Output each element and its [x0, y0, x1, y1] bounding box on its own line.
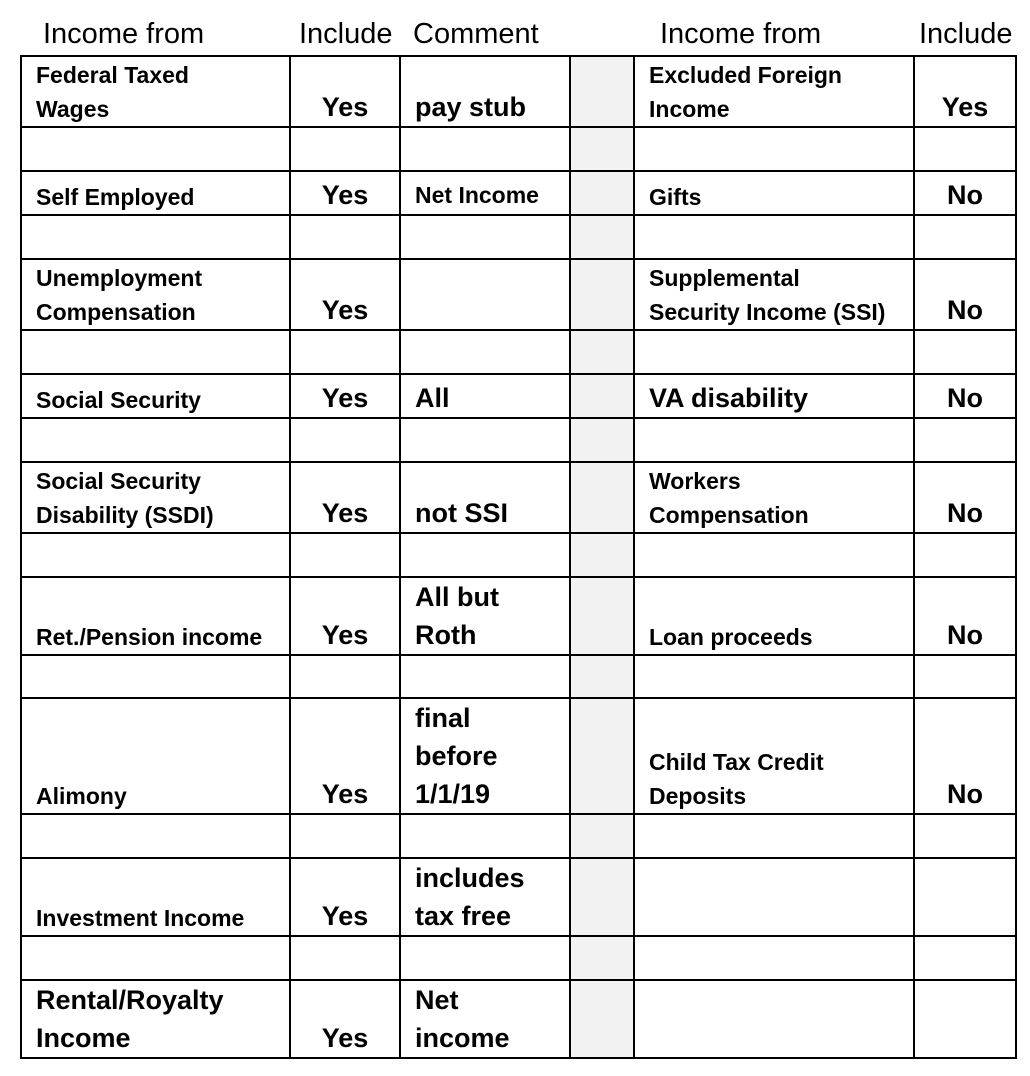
spacer-row [21, 814, 1016, 858]
right-include-value: Yes [914, 56, 1016, 127]
divider-column [570, 215, 634, 259]
empty-cell [914, 127, 1016, 171]
right-include-value [914, 858, 1016, 936]
right-include-value: No [914, 698, 1016, 814]
empty-cell [290, 533, 400, 577]
divider-column [570, 418, 634, 462]
cell-line: Self Employed [36, 184, 195, 210]
left-income-source [21, 698, 290, 814]
cell-line: Compensation [36, 299, 196, 325]
spacer-row [21, 936, 1016, 980]
divider-column [570, 698, 634, 814]
right-income-source [634, 462, 914, 533]
divider-column [570, 814, 634, 858]
spacer-row [21, 127, 1016, 171]
right-income-source [634, 980, 914, 1058]
empty-cell [634, 655, 914, 698]
divider-column [570, 577, 634, 655]
left-include-value: Yes [290, 171, 400, 215]
left-include-value: Yes [290, 980, 400, 1058]
right-include-value: No [914, 374, 1016, 418]
right-include-value: No [914, 577, 1016, 655]
empty-cell [21, 330, 290, 374]
right-income-source [634, 698, 914, 814]
divider-column [570, 655, 634, 698]
cell-line: Disability (SSDI) [36, 502, 214, 528]
cell-line: tax free [415, 901, 512, 931]
empty-cell [914, 655, 1016, 698]
empty-cell [914, 330, 1016, 374]
cell-line: All [415, 383, 450, 413]
divider-column [570, 259, 634, 330]
left-include-value: Yes [290, 462, 400, 533]
empty-cell [290, 330, 400, 374]
cell-line: Income [649, 96, 730, 122]
empty-cell [400, 215, 570, 259]
cell-line: Unemployment [36, 265, 203, 291]
empty-cell [634, 330, 914, 374]
empty-cell [21, 418, 290, 462]
divider-column [570, 462, 634, 533]
cell-line: Workers [649, 468, 741, 494]
divider-column [570, 858, 634, 936]
left-income-source [21, 171, 290, 215]
divider-column [570, 936, 634, 980]
right-income-source [634, 56, 914, 127]
comment-cell [400, 171, 570, 215]
divider-column [570, 171, 634, 215]
divider-column [570, 56, 634, 127]
left-income-source [21, 462, 290, 533]
empty-cell [290, 655, 400, 698]
left-include-value: Yes [290, 577, 400, 655]
empty-cell [914, 215, 1016, 259]
empty-cell [400, 655, 570, 698]
empty-cell [400, 418, 570, 462]
header-left-income-from: Income from [43, 18, 205, 50]
empty-cell [914, 418, 1016, 462]
empty-cell [914, 936, 1016, 980]
empty-cell [21, 533, 290, 577]
empty-cell [914, 814, 1016, 858]
left-include-value: Yes [290, 374, 400, 418]
empty-cell [21, 814, 290, 858]
empty-cell [290, 418, 400, 462]
divider-column [570, 374, 634, 418]
cell-line: Income [36, 1023, 131, 1053]
spacer-row [21, 418, 1016, 462]
divider-column [570, 127, 634, 171]
comment-cell [400, 259, 570, 330]
cell-line: Wages [36, 96, 110, 122]
cell-line: not SSI [415, 498, 508, 528]
spacer-row [21, 330, 1016, 374]
empty-cell [400, 936, 570, 980]
cell-line: income [415, 1023, 510, 1053]
cell-line: Rental/Royalty [36, 985, 224, 1015]
comment-cell [400, 698, 570, 814]
cell-line: Net [415, 985, 459, 1015]
left-income-source [21, 858, 290, 936]
table-row [21, 374, 1016, 418]
cell-line: includes [415, 863, 525, 893]
header-right-income-from: Income from [660, 18, 822, 50]
cell-line: before [415, 741, 498, 771]
empty-cell [290, 814, 400, 858]
cell-line: Social Security [36, 387, 201, 413]
comment-cell [400, 374, 570, 418]
header-left-include: Include [299, 18, 393, 50]
right-income-source [634, 259, 914, 330]
table-row [21, 56, 1016, 127]
left-income-source [21, 980, 290, 1058]
left-include-value: Yes [290, 858, 400, 936]
spacer-row [21, 655, 1016, 698]
comment-cell [400, 858, 570, 936]
right-include-value: No [914, 259, 1016, 330]
empty-cell [400, 330, 570, 374]
cell-line: Net Income [415, 182, 539, 208]
cell-line: Gifts [649, 184, 702, 210]
table-row [21, 259, 1016, 330]
right-include-value: No [914, 462, 1016, 533]
left-income-source [21, 259, 290, 330]
left-include-value: Yes [290, 56, 400, 127]
cell-line: 1/1/19 [415, 779, 491, 809]
spacer-row [21, 215, 1016, 259]
cell-line: final [415, 703, 471, 733]
header-comment: Comment [413, 18, 539, 50]
divider-column [570, 330, 634, 374]
cell-line: Alimony [36, 783, 127, 809]
cell-line: Supplemental [649, 265, 800, 291]
cell-line: Child Tax Credit [649, 749, 824, 775]
cell-line: pay stub [415, 92, 527, 122]
comment-cell [400, 462, 570, 533]
right-income-source [634, 374, 914, 418]
left-income-source [21, 374, 290, 418]
table-row [21, 858, 1016, 936]
empty-cell [400, 533, 570, 577]
empty-cell [21, 127, 290, 171]
cell-line: Social Security [36, 468, 201, 494]
table-row [21, 462, 1016, 533]
empty-cell [634, 533, 914, 577]
right-income-source [634, 577, 914, 655]
spacer-row [21, 533, 1016, 577]
empty-cell [634, 418, 914, 462]
comment-cell [400, 56, 570, 127]
left-income-source [21, 577, 290, 655]
cell-line: Investment Income [36, 905, 245, 931]
empty-cell [400, 814, 570, 858]
right-income-source [634, 858, 914, 936]
left-income-source [21, 56, 290, 127]
empty-cell [21, 936, 290, 980]
cell-line: Deposits [649, 783, 747, 809]
header-right-include: Include [919, 18, 1013, 50]
right-include-value: No [914, 171, 1016, 215]
cell-line: Roth [415, 620, 477, 650]
right-income-source [634, 171, 914, 215]
empty-cell [290, 936, 400, 980]
comment-cell [400, 577, 570, 655]
left-include-value: Yes [290, 259, 400, 330]
empty-cell [634, 936, 914, 980]
income-table [20, 55, 1017, 1059]
table-row [21, 698, 1016, 814]
divider-column [570, 533, 634, 577]
cell-line: Federal Taxed [36, 62, 189, 88]
cell-line: Ret./Pension income [36, 624, 263, 650]
empty-cell [21, 215, 290, 259]
empty-cell [634, 215, 914, 259]
empty-cell [634, 127, 914, 171]
table-row [21, 577, 1016, 655]
empty-cell [21, 655, 290, 698]
empty-cell [290, 215, 400, 259]
right-include-value [914, 980, 1016, 1058]
cell-line: Excluded Foreign [649, 62, 842, 88]
cell-line: Security Income (SSI) [649, 299, 886, 325]
cell-line: Compensation [649, 502, 809, 528]
empty-cell [400, 127, 570, 171]
left-include-value: Yes [290, 698, 400, 814]
comment-cell [400, 980, 570, 1058]
empty-cell [914, 533, 1016, 577]
empty-cell [290, 127, 400, 171]
empty-cell [634, 814, 914, 858]
table-row [21, 171, 1016, 215]
cell-line: VA disability [649, 383, 809, 413]
divider-column [570, 980, 634, 1058]
table-row [21, 980, 1016, 1058]
cell-line: All but [415, 582, 499, 612]
cell-line: Loan proceeds [649, 624, 813, 650]
